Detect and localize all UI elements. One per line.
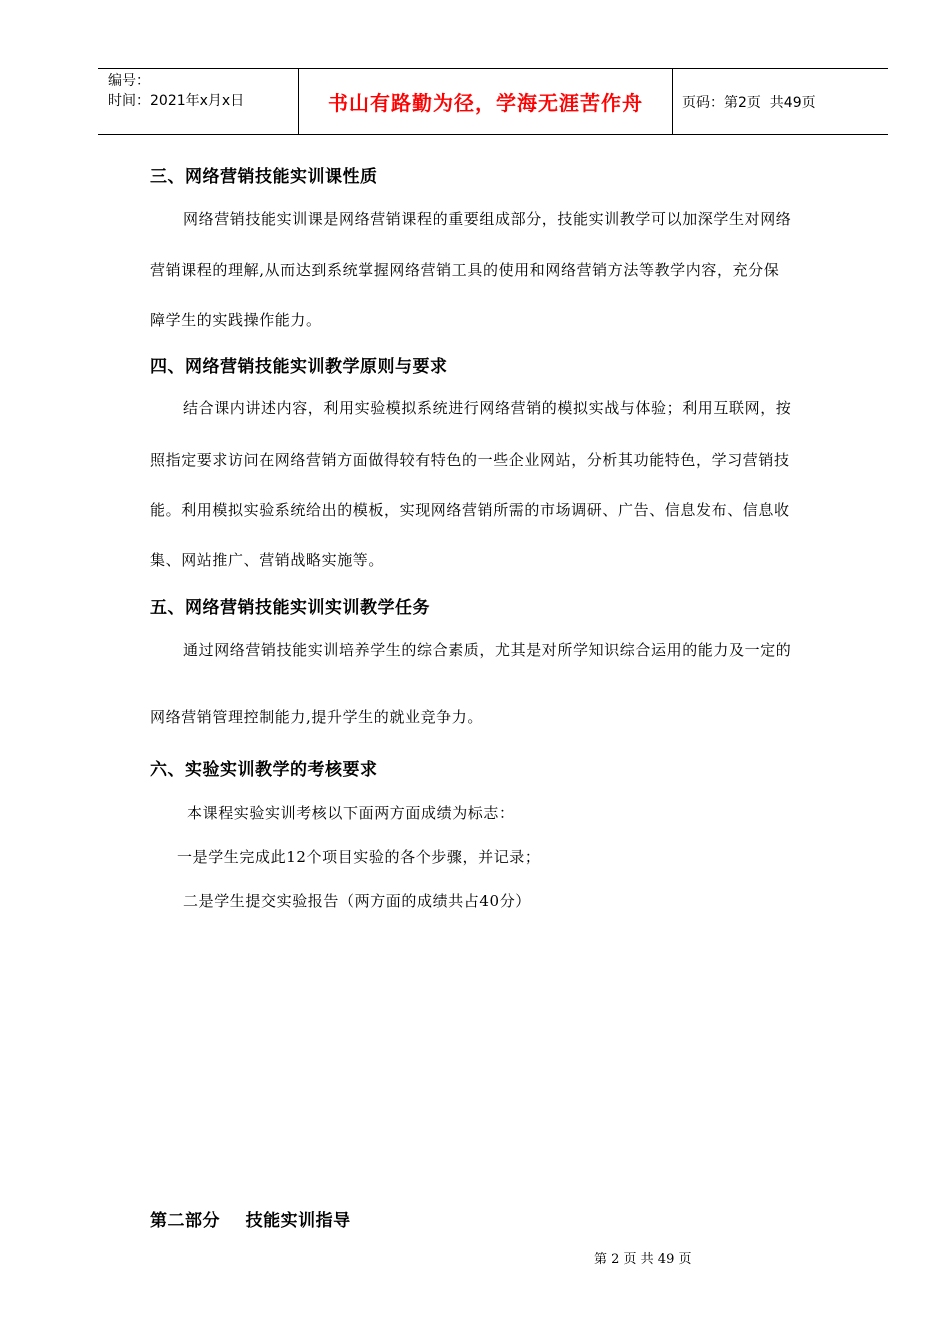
header-page-label: 页码：第2页 共49页	[682, 94, 816, 111]
header-motto: 书山有路勤为径，学海无涯苦作舟	[299, 69, 673, 134]
section-heading: 六、实验实训教学的考核要求	[150, 760, 378, 780]
header-meta	[98, 69, 299, 134]
paragraph-line: 本课程实验实训考核以下面两方面成绩为标志：	[187, 804, 515, 822]
paragraph-line: 营销课程的理解,从而达到系统掌握网络营销工具的使用和网络营销方法等教学内容，充分保	[150, 261, 780, 279]
paragraph-line: 通过网络营销技能实训培养学生的综合素质，尤其是对所学知识综合运用的能力及一定的	[183, 641, 792, 659]
paragraph-line: 照指定要求访问在网络营销方面做得较有特色的一些企业网站，分析其功能特色，学习营销技	[150, 451, 790, 469]
paragraph-line: 二是学生提交实验报告（两方面的成绩共占40分）	[183, 892, 531, 910]
paragraph-line: 能。利用模拟实验系统给出的模板，实现网络营销所需的市场调研、广告、信息发布、信息收	[150, 501, 790, 519]
document-date: 时间：2021年x月x日	[108, 93, 245, 109]
page-header	[98, 68, 888, 135]
paragraph-line: 结合课内讲述内容，利用实验模拟系统进行网络营销的模拟实战与体验；利用互联网，按	[183, 399, 792, 417]
paragraph-line: 一是学生完成此12个项目实验的各个步骤，并记录；	[177, 848, 541, 866]
section-heading: 三、网络营销技能实训课性质	[150, 167, 378, 187]
header-page-info	[673, 69, 888, 134]
paragraph-line: 集、网站推广、营销战略实施等。	[150, 551, 385, 569]
paragraph-line: 网络营销技能实训课是网络营销课程的重要组成部分，技能实训教学可以加深学生对网络	[183, 210, 792, 228]
document-code: 编号：	[108, 73, 150, 89]
section-heading: 五、网络营销技能实训实训教学任务	[150, 598, 430, 618]
paragraph-line: 网络营销管理控制能力,提升学生的就业竞争力。	[150, 708, 483, 726]
part-heading: 第二部分 技能实训指导	[150, 1211, 351, 1231]
section-heading: 四、网络营销技能实训教学原则与要求	[150, 357, 448, 377]
paragraph-line: 障学生的实践操作能力。	[150, 311, 322, 329]
page-footer: 第 2 页 共 49 页	[594, 1252, 692, 1267]
